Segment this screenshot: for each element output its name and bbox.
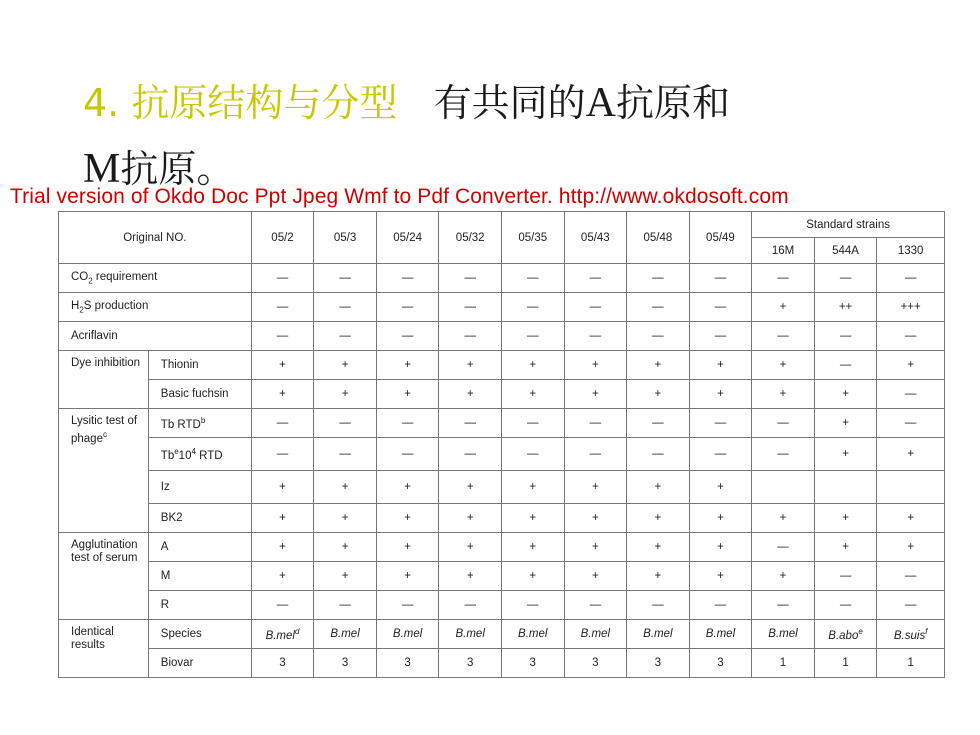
table-cell: + bbox=[564, 533, 627, 562]
table-cell: + bbox=[627, 351, 690, 380]
row-sublabel: BK2 bbox=[148, 504, 251, 533]
table-cell: + bbox=[439, 380, 502, 409]
table-cell: + bbox=[251, 471, 314, 504]
row-group-label: Dye inhibition bbox=[59, 351, 149, 409]
table-cell: + bbox=[439, 533, 502, 562]
row-label bbox=[59, 264, 252, 293]
row-group-label: Agglutination test of serum bbox=[59, 533, 149, 620]
cell-superscript: e bbox=[858, 626, 863, 636]
table-cell: — bbox=[752, 533, 815, 562]
table-cell: + bbox=[814, 438, 877, 471]
table-cell: + bbox=[877, 351, 945, 380]
table-cell: — bbox=[501, 264, 564, 293]
table-cell: — bbox=[501, 409, 564, 438]
table-cell: + bbox=[564, 562, 627, 591]
row-label bbox=[59, 293, 252, 322]
row-sublabel: $Tb^e10^4$ RTD bbox=[148, 438, 251, 471]
table-row bbox=[59, 322, 945, 351]
table-cell: + bbox=[752, 504, 815, 533]
table-cell: + bbox=[314, 471, 377, 504]
table-cell: + bbox=[752, 562, 815, 591]
table-cell: + bbox=[814, 504, 877, 533]
table-cell: + bbox=[314, 380, 377, 409]
table-cell: B.mel bbox=[314, 620, 377, 649]
table-cell: + bbox=[251, 380, 314, 409]
table-cell: — bbox=[564, 591, 627, 620]
table-row bbox=[59, 264, 945, 293]
table-cell: — bbox=[627, 322, 690, 351]
row-group-label: Lysitic test of phage$^c$ bbox=[59, 409, 149, 533]
table-row bbox=[59, 562, 945, 591]
table-cell: B.mel bbox=[752, 620, 815, 649]
table-cell: — bbox=[627, 293, 690, 322]
label-superscript: b bbox=[200, 415, 206, 425]
table-cell bbox=[877, 471, 945, 504]
label-superscript: e bbox=[174, 446, 179, 456]
table-cell: + bbox=[501, 504, 564, 533]
table-row bbox=[59, 351, 945, 380]
cell-superscript: f bbox=[925, 626, 928, 636]
table-cell: + bbox=[752, 380, 815, 409]
table-cell: + bbox=[251, 351, 314, 380]
table-cell: B.mel bbox=[376, 620, 439, 649]
table-cell: + bbox=[251, 533, 314, 562]
table-cell: — bbox=[439, 591, 502, 620]
table-cell: + bbox=[627, 562, 690, 591]
table-cell: +++ bbox=[877, 293, 945, 322]
row-label-text: CO bbox=[71, 270, 89, 283]
table-cell: — bbox=[814, 591, 877, 620]
title-antigen-a: A bbox=[585, 80, 616, 126]
row-sublabel: M bbox=[148, 562, 251, 591]
table-cell bbox=[814, 471, 877, 504]
table-cell: — bbox=[251, 591, 314, 620]
table-row bbox=[59, 438, 945, 471]
table-cell: — bbox=[314, 322, 377, 351]
table-cell: + bbox=[877, 504, 945, 533]
label-superscript: 4 bbox=[191, 446, 196, 456]
table-cell: — bbox=[501, 438, 564, 471]
title-antigen-m: M bbox=[83, 146, 121, 192]
table-cell: — bbox=[251, 322, 314, 351]
table-cell: — bbox=[376, 591, 439, 620]
row-label-subscript: 2 bbox=[79, 305, 84, 315]
table-cell: — bbox=[564, 438, 627, 471]
table-cell: — bbox=[564, 264, 627, 293]
row-sublabel: Thionin bbox=[148, 351, 251, 380]
table-cell: — bbox=[689, 322, 752, 351]
table-row bbox=[59, 533, 945, 562]
table-cell: — bbox=[814, 562, 877, 591]
table-cell: B.mel bbox=[439, 620, 502, 649]
table-cell: + bbox=[501, 380, 564, 409]
table-cell: — bbox=[627, 264, 690, 293]
header-strain: 05/43 bbox=[564, 212, 627, 264]
table-cell: — bbox=[689, 591, 752, 620]
table-cell: — bbox=[877, 380, 945, 409]
table-cell: — bbox=[877, 562, 945, 591]
table-cell: + bbox=[501, 471, 564, 504]
table-cell: — bbox=[752, 322, 815, 351]
table-cell: ++ bbox=[814, 293, 877, 322]
row-sublabel: Tb RTD$^b$ bbox=[148, 409, 251, 438]
table-cell: + bbox=[251, 504, 314, 533]
table-cell: + bbox=[564, 471, 627, 504]
header-strain: 05/35 bbox=[501, 212, 564, 264]
table-row bbox=[59, 591, 945, 620]
header-original-no: Original NO. bbox=[59, 212, 252, 264]
row-sublabel: Species bbox=[148, 620, 251, 649]
table-cell: B.mel bbox=[564, 620, 627, 649]
table-row bbox=[59, 471, 945, 504]
row-sublabel: Iz bbox=[148, 471, 251, 504]
table-cell: + bbox=[314, 562, 377, 591]
table-cell: 3 bbox=[251, 649, 314, 678]
table-cell: + bbox=[501, 533, 564, 562]
table-cell: + bbox=[314, 533, 377, 562]
table-cell: + bbox=[439, 562, 502, 591]
header-strain: 05/49 bbox=[689, 212, 752, 264]
table-cell: — bbox=[627, 591, 690, 620]
table-cell: — bbox=[439, 409, 502, 438]
table-cell: 3 bbox=[501, 649, 564, 678]
table-cell: 3 bbox=[314, 649, 377, 678]
table-cell: — bbox=[314, 409, 377, 438]
table-cell: + bbox=[627, 533, 690, 562]
row-sublabel: Biovar bbox=[148, 649, 251, 678]
table-cell: — bbox=[314, 438, 377, 471]
table-cell: + bbox=[564, 351, 627, 380]
table-cell: + bbox=[814, 380, 877, 409]
table-cell: — bbox=[376, 322, 439, 351]
table-row bbox=[59, 409, 945, 438]
table-cell: 3 bbox=[627, 649, 690, 678]
table-cell: — bbox=[877, 322, 945, 351]
table-cell: + bbox=[689, 504, 752, 533]
row-sublabel: A bbox=[148, 533, 251, 562]
table-cell: — bbox=[814, 351, 877, 380]
row-label-text: S production bbox=[83, 299, 149, 312]
table-cell: + bbox=[314, 504, 377, 533]
header-strain: 05/2 bbox=[251, 212, 314, 264]
table-cell: + bbox=[627, 504, 690, 533]
slide-title bbox=[83, 70, 943, 202]
table-cell: + bbox=[627, 380, 690, 409]
row-label-subscript: 2 bbox=[88, 276, 93, 286]
table-cell: 1 bbox=[752, 649, 815, 678]
table-cell: — bbox=[752, 438, 815, 471]
table-cell: 3 bbox=[376, 649, 439, 678]
table-cell: + bbox=[376, 351, 439, 380]
table-cell: + bbox=[376, 533, 439, 562]
table-cell: + bbox=[627, 471, 690, 504]
cell-superscript: d bbox=[294, 626, 300, 636]
table-cell: + bbox=[752, 293, 815, 322]
table-cell: — bbox=[501, 591, 564, 620]
table-cell: + bbox=[376, 504, 439, 533]
table-cell: + bbox=[877, 438, 945, 471]
table-cell: 3 bbox=[439, 649, 502, 678]
table-cell: — bbox=[814, 322, 877, 351]
title-topic: 抗原结构与分型 bbox=[131, 81, 398, 125]
header-standard-strain: 544A bbox=[814, 238, 877, 264]
table-cell: — bbox=[314, 264, 377, 293]
table-cell bbox=[752, 471, 815, 504]
trial-watermark: Trial version of Okdo Doc Ppt Jpeg Wmf to Pdf Converter. http://www.okdosoft.com bbox=[10, 185, 789, 208]
table-cell: + bbox=[877, 533, 945, 562]
title-statement-part1: 有共同的 bbox=[433, 81, 586, 125]
table-cell: — bbox=[814, 264, 877, 293]
header-strain: 05/32 bbox=[439, 212, 502, 264]
table-cell: — bbox=[689, 264, 752, 293]
table-cell: — bbox=[877, 264, 945, 293]
table-cell: — bbox=[877, 591, 945, 620]
table-cell: — bbox=[439, 264, 502, 293]
table-cell: — bbox=[376, 409, 439, 438]
table-cell: B.mel$^d$ bbox=[251, 620, 314, 649]
table-cell: + bbox=[251, 562, 314, 591]
table-cell: — bbox=[752, 591, 815, 620]
title-statement-end: 抗原。 bbox=[120, 147, 235, 191]
table-cell: — bbox=[689, 409, 752, 438]
table-cell: + bbox=[439, 471, 502, 504]
table-cell: + bbox=[501, 562, 564, 591]
table-cell: + bbox=[564, 380, 627, 409]
table-cell: + bbox=[439, 351, 502, 380]
table-cell: — bbox=[251, 409, 314, 438]
table-cell: B.mel bbox=[689, 620, 752, 649]
row-label-text: H bbox=[71, 299, 80, 312]
table-cell: — bbox=[314, 293, 377, 322]
header-standard-strains: Standard strains bbox=[752, 212, 945, 238]
table-cell: — bbox=[251, 438, 314, 471]
title-statement-part2: 抗原和 bbox=[615, 81, 730, 125]
table-cell: 3 bbox=[564, 649, 627, 678]
table-cell: + bbox=[376, 471, 439, 504]
table-cell: — bbox=[439, 438, 502, 471]
table-cell: — bbox=[376, 438, 439, 471]
brucella-comparison-table bbox=[58, 211, 945, 678]
table-cell: + bbox=[814, 409, 877, 438]
table-cell: 3 bbox=[689, 649, 752, 678]
table-cell: + bbox=[689, 471, 752, 504]
title-number: 4. bbox=[83, 81, 120, 125]
header-strain: 05/48 bbox=[627, 212, 690, 264]
table-cell: — bbox=[439, 293, 502, 322]
row-label: Acriflavin bbox=[59, 322, 252, 351]
row-sublabel: R bbox=[148, 591, 251, 620]
header-strain: 05/24 bbox=[376, 212, 439, 264]
table-cell: + bbox=[752, 351, 815, 380]
header-standard-strain: 16M bbox=[752, 238, 815, 264]
row-label-text: requirement bbox=[92, 270, 158, 283]
table-cell: + bbox=[814, 533, 877, 562]
table-cell: B.mel bbox=[627, 620, 690, 649]
table-cell: + bbox=[439, 504, 502, 533]
table-cell: — bbox=[877, 409, 945, 438]
table-cell: — bbox=[439, 322, 502, 351]
table-cell: — bbox=[627, 438, 690, 471]
table-cell: + bbox=[376, 380, 439, 409]
table-cell: + bbox=[689, 351, 752, 380]
header-standard-strain: 1330 bbox=[877, 238, 945, 264]
table-cell: 1 bbox=[877, 649, 945, 678]
table-cell: — bbox=[564, 293, 627, 322]
table-cell: — bbox=[314, 591, 377, 620]
table-cell: — bbox=[752, 264, 815, 293]
table-cell: + bbox=[501, 351, 564, 380]
table-cell: — bbox=[251, 264, 314, 293]
table-cell: + bbox=[314, 351, 377, 380]
header-strain: 05/3 bbox=[314, 212, 377, 264]
table-row bbox=[59, 620, 945, 649]
row-sublabel: Basic fuchsin bbox=[148, 380, 251, 409]
table-cell: B.suis$^f$ bbox=[877, 620, 945, 649]
table-cell: + bbox=[376, 562, 439, 591]
table-cell: — bbox=[376, 293, 439, 322]
table-cell: — bbox=[564, 322, 627, 351]
table-row bbox=[59, 649, 945, 678]
table-cell: — bbox=[376, 264, 439, 293]
table-cell: — bbox=[627, 409, 690, 438]
table-row bbox=[59, 380, 945, 409]
table-cell: — bbox=[501, 322, 564, 351]
table-cell: + bbox=[689, 380, 752, 409]
table-cell: + bbox=[689, 562, 752, 591]
table-cell: — bbox=[564, 409, 627, 438]
table-cell: B.abo$^e$ bbox=[814, 620, 877, 649]
row-group-label: Identical results bbox=[59, 620, 149, 678]
table-row bbox=[59, 293, 945, 322]
table-cell: — bbox=[251, 293, 314, 322]
group-superscript: c bbox=[102, 430, 107, 439]
table-cell: 1 bbox=[814, 649, 877, 678]
table-cell: + bbox=[689, 533, 752, 562]
table-cell: — bbox=[501, 293, 564, 322]
table-cell: — bbox=[689, 293, 752, 322]
table-row bbox=[59, 504, 945, 533]
table-cell: — bbox=[752, 409, 815, 438]
table-cell: + bbox=[564, 504, 627, 533]
table-cell: B.mel bbox=[501, 620, 564, 649]
table-cell: — bbox=[689, 438, 752, 471]
